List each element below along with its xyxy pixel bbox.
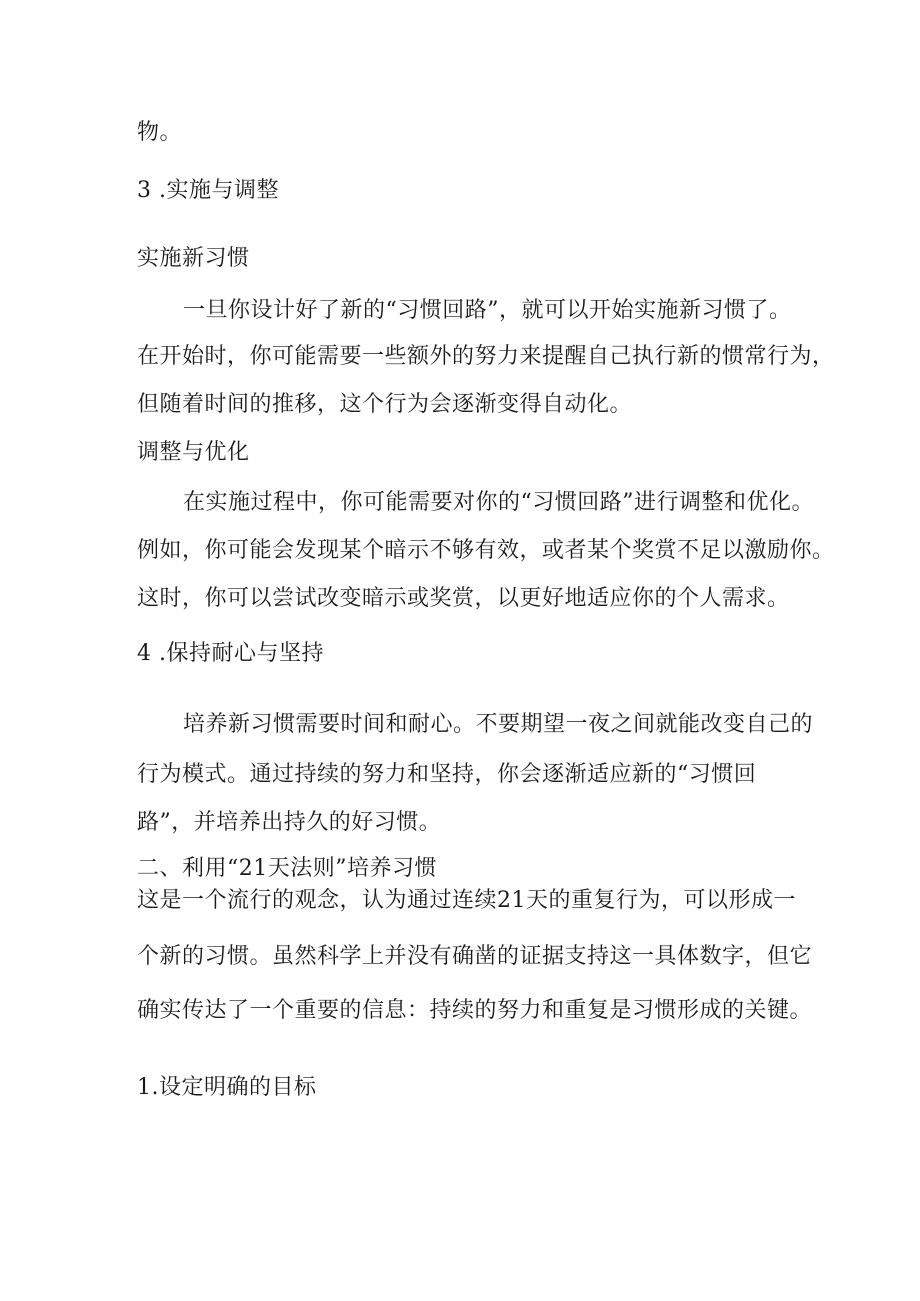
paragraph-line: 但随着时间的推移，这个行为会逐渐变得自动化。 xyxy=(137,392,633,417)
paragraph-line: 培养新习惯需要时间和耐心。不要期望一夜之间就能改变自己的 xyxy=(183,712,814,737)
paragraph-line: 例如，你可能会发现某个暗示不够有效，或者某个奖赏不足以激励你。 xyxy=(137,538,835,563)
subheading-implement: 实施新习惯 xyxy=(137,246,250,271)
paragraph-line: 在实施过程中，你可能需要对你的“习惯回路”进行调整和优化。 xyxy=(183,490,814,515)
paragraph-line: 确实传达了一个重要的信息：持续的努力和重复是习惯形成的关键。 xyxy=(137,998,813,1023)
section-heading-3: 3 .实施与调整 xyxy=(137,178,279,203)
chapter-heading: 二、利用“21天法则”培养习惯 xyxy=(137,856,437,881)
paragraph-line: 这是一个流行的观念，认为通过连续21天的重复行为，可以形成一 xyxy=(137,888,796,913)
paragraph-line: 这时，你可以尝试改变暗示或奖赏，以更好地适应你的个人需求。 xyxy=(137,586,790,611)
paragraph-line: 行为模式。通过持续的努力和坚持，你会逐渐适应新的“习惯回 xyxy=(137,762,757,787)
paragraph-line: 路”，并培养出持久的好习惯。 xyxy=(137,810,442,835)
numbered-heading-1: 1.设定明确的目标 xyxy=(137,1075,317,1100)
section-heading-4: 4 .保持耐心与坚持 xyxy=(137,641,324,666)
paragraph-line: 个新的习惯。虽然科学上并没有确凿的证据支持这一具体数字，但它 xyxy=(137,944,813,969)
paragraph-line: 一旦你设计好了新的“习惯回路”，就可以开始实施新习惯了。 xyxy=(183,298,792,323)
text-line: 物。 xyxy=(137,120,183,145)
subheading-adjust: 调整与优化 xyxy=(137,440,250,465)
paragraph-line: 在开始时，你可能需要一些额外的努力来提醒自己执行新的惯常行为， xyxy=(137,344,835,369)
